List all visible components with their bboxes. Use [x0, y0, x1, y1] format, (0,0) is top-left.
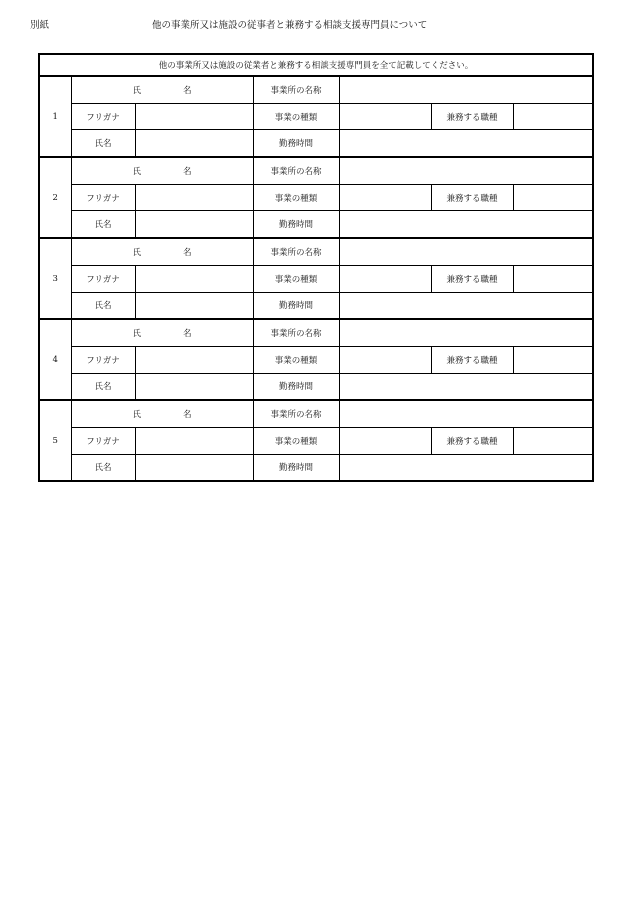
name-label: 氏名: [71, 454, 135, 481]
page-header: [0, 17, 630, 33]
concurrent-job-label: 兼務する職種: [431, 427, 513, 454]
office-name-label: 事業所の名称: [253, 76, 339, 103]
entry-number: 2: [39, 157, 71, 238]
work-hours-label: 勤務時間: [253, 454, 339, 481]
business-type-field[interactable]: [339, 103, 431, 130]
entry-block: [39, 238, 593, 319]
concurrent-job-label: 兼務する職種: [431, 265, 513, 292]
business-type-label: 事業の種類: [253, 103, 339, 130]
name-field[interactable]: [135, 130, 253, 157]
business-type-field[interactable]: [339, 184, 431, 211]
name-field[interactable]: [135, 373, 253, 400]
office-name-field[interactable]: [339, 400, 593, 427]
work-hours-label: 勤務時間: [253, 211, 339, 238]
furigana-label: フリガナ: [71, 427, 135, 454]
business-type-label: 事業の種類: [253, 265, 339, 292]
work-hours-label: 勤務時間: [253, 292, 339, 319]
entry-number: 3: [39, 238, 71, 319]
name-heading-last: 名: [183, 329, 192, 340]
business-type-label: 事業の種類: [253, 184, 339, 211]
furigana-field[interactable]: [135, 103, 253, 130]
work-hours-field[interactable]: [339, 454, 593, 481]
name-heading-last: 名: [183, 85, 192, 96]
entry-block: [39, 400, 593, 481]
name-heading: [71, 76, 253, 103]
business-type-field[interactable]: [339, 265, 431, 292]
office-name-label: 事業所の名称: [253, 400, 339, 427]
name-heading-last: 名: [183, 166, 192, 177]
office-name-field[interactable]: [339, 319, 593, 346]
document-title: 他の事業所又は施設の従事者と兼務する相談支援専門員について: [152, 20, 428, 31]
name-heading-last: 名: [183, 247, 192, 258]
name-heading: [71, 400, 253, 427]
name-field[interactable]: [135, 292, 253, 319]
furigana-label: フリガナ: [71, 184, 135, 211]
office-name-field[interactable]: [339, 238, 593, 265]
name-label: 氏名: [71, 292, 135, 319]
name-heading-first: 氏: [132, 247, 141, 258]
furigana-label: フリガナ: [71, 265, 135, 292]
staff-form-table: [38, 53, 594, 482]
name-field[interactable]: [135, 211, 253, 238]
name-heading-first: 氏: [132, 329, 141, 340]
business-type-label: 事業の種類: [253, 427, 339, 454]
work-hours-field[interactable]: [339, 292, 593, 319]
name-heading: [71, 319, 253, 346]
entry-block: [39, 319, 593, 400]
concurrent-job-field[interactable]: [513, 184, 593, 211]
furigana-field[interactable]: [135, 184, 253, 211]
name-label: 氏名: [71, 211, 135, 238]
work-hours-field[interactable]: [339, 211, 593, 238]
concurrent-job-field[interactable]: [513, 103, 593, 130]
entry-number: 4: [39, 319, 71, 400]
office-name-label: 事業所の名称: [253, 319, 339, 346]
business-type-field[interactable]: [339, 427, 431, 454]
concurrent-job-label: 兼務する職種: [431, 103, 513, 130]
name-heading: [71, 157, 253, 184]
office-name-field[interactable]: [339, 157, 593, 184]
furigana-field[interactable]: [135, 346, 253, 373]
concurrent-job-field[interactable]: [513, 346, 593, 373]
entry-number: 5: [39, 400, 71, 481]
name-heading: [71, 238, 253, 265]
concurrent-job-field[interactable]: [513, 427, 593, 454]
furigana-label: フリガナ: [71, 346, 135, 373]
office-name-label: 事業所の名称: [253, 157, 339, 184]
work-hours-label: 勤務時間: [253, 130, 339, 157]
furigana-label: フリガナ: [71, 103, 135, 130]
furigana-field[interactable]: [135, 427, 253, 454]
name-label: 氏名: [71, 130, 135, 157]
name-heading-first: 氏: [132, 166, 141, 177]
table-caption: 他の事業所又は施設の従業者と兼務する相談支援専門員を全て記載してください。: [39, 54, 593, 76]
name-heading-first: 氏: [132, 410, 141, 421]
entry-block: [39, 76, 593, 157]
work-hours-label: 勤務時間: [253, 373, 339, 400]
work-hours-field[interactable]: [339, 130, 593, 157]
work-hours-field[interactable]: [339, 373, 593, 400]
concurrent-job-label: 兼務する職種: [431, 184, 513, 211]
name-heading-last: 名: [183, 410, 192, 421]
concurrent-job-field[interactable]: [513, 265, 593, 292]
office-name-label: 事業所の名称: [253, 238, 339, 265]
business-type-label: 事業の種類: [253, 346, 339, 373]
concurrent-job-label: 兼務する職種: [431, 346, 513, 373]
entry-number: 1: [39, 76, 71, 157]
furigana-field[interactable]: [135, 265, 253, 292]
name-heading-first: 氏: [132, 85, 141, 96]
name-label: 氏名: [71, 373, 135, 400]
attachment-label: 別紙: [30, 20, 50, 31]
name-field[interactable]: [135, 454, 253, 481]
entry-block: [39, 157, 593, 238]
business-type-field[interactable]: [339, 346, 431, 373]
office-name-field[interactable]: [339, 76, 593, 103]
